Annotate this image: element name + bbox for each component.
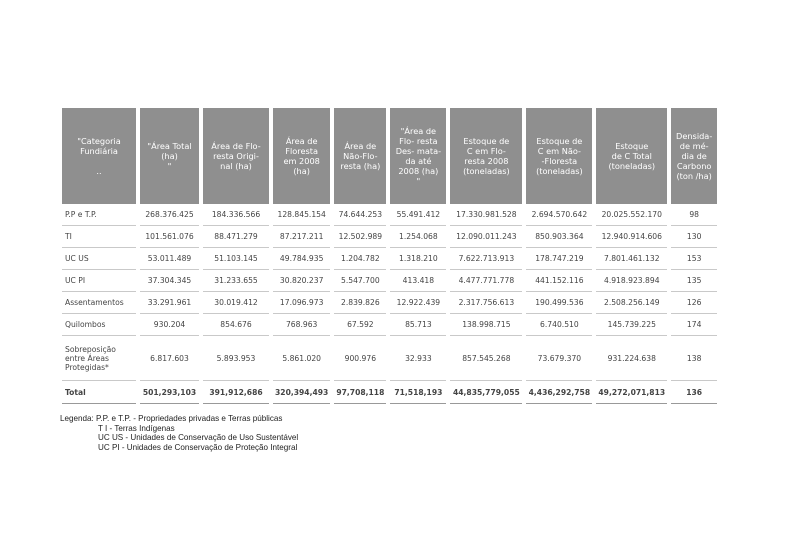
table-cell: 126 [671,292,717,314]
table-cell: 30.820.237 [273,270,330,292]
table-cell: 85.713 [390,314,446,336]
table-cell: 4.918.923.894 [596,270,667,292]
legend-line-1 [60,414,298,424]
table-cell: 12.090.011.243 [450,226,522,248]
table-cell: 2.317.756.613 [450,292,522,314]
table-cell: 900.976 [334,336,386,381]
table-cell: 74.644.253 [334,204,386,226]
legend-title: Legenda: [60,414,94,423]
table-row [62,226,717,248]
table-cell: 12.922.439 [390,292,446,314]
header-densidade: Densida- de mé- dia de Carbono (ton /ha) [671,108,717,204]
legend-item: T I - Terras Indígenas [98,423,175,433]
table-cell: 1.204.782 [334,248,386,270]
table-cell: 17.096.973 [273,292,330,314]
header-categoria: "Categoria Fundiária .. [62,108,136,204]
table-cell: 153 [671,248,717,270]
header-area-nao-floresta: Área de Não-Flo- resta (ha) [334,108,386,204]
table-cell: 32.933 [390,336,446,381]
table-cell: 7.801.461.132 [596,248,667,270]
table-cell: 178.747.219 [526,248,592,270]
table-cell: 2.508.256.149 [596,292,667,314]
header-estoque-nao-floresta: Estoque de C em Não- -Floresta (toneladas) [526,108,592,204]
table-cell: 850.903.364 [526,226,592,248]
header-area-floresta-2008: Área de Floresta em 2008 (ha) [273,108,330,204]
header-estoque-floresta: Estoque de C em Flo- resta 2008 (toneladas) [450,108,522,204]
table-cell: 2.694.570.642 [526,204,592,226]
table-cell: 55.491.412 [390,204,446,226]
table-cell: 857.545.268 [450,336,522,381]
total-cell: 136 [671,381,717,404]
table-row [62,248,717,270]
row-category-cell: Assentamentos [62,292,136,314]
table-cell: 190.499.536 [526,292,592,314]
legend-item: UC US - Unidades de Conservação de Uso Sustentável [98,433,299,443]
table-cell: 12.502.989 [334,226,386,248]
total-cell: 501,293,103 [140,381,199,404]
table-cell: 145.739.225 [596,314,667,336]
legend [60,414,298,452]
table-cell: 37.304.345 [140,270,199,292]
total-cell: 97,708,118 [334,381,386,404]
table-row [62,314,717,336]
row-category-cell: Sobreposição entre Áreas Protegidas* [62,336,136,381]
table-cell: 135 [671,270,717,292]
table-cell: 1.254.068 [390,226,446,248]
table-cell: 30.019.412 [203,292,269,314]
table-row [62,336,717,381]
header-area-floresta-original: Área de Flo- resta Origi- nal (ha) [203,108,269,204]
table-cell: 73.679.370 [526,336,592,381]
table-header-row [62,108,717,204]
table-cell: 5.893.953 [203,336,269,381]
table-cell: 12.940.914.606 [596,226,667,248]
table-cell: 128.845.154 [273,204,330,226]
table-cell: 87.217.211 [273,226,330,248]
table-cell: 20.025.552.170 [596,204,667,226]
table-cell: 7.622.713.913 [450,248,522,270]
carbon-stock-table [58,108,721,404]
table-cell: 441.152.116 [526,270,592,292]
table-cell: 53.011.489 [140,248,199,270]
table-cell: 1.318.210 [390,248,446,270]
table-cell: 4.477.771.778 [450,270,522,292]
table-cell: 17.330.981.528 [450,204,522,226]
total-row [62,381,717,404]
header-area-total: "Área Total (ha) " [140,108,199,204]
table-cell: 51.103.145 [203,248,269,270]
table-cell: 49.784.935 [273,248,330,270]
total-cell: 71,518,193 [390,381,446,404]
table-row [62,292,717,314]
row-category-cell: TI [62,226,136,248]
table-cell: 5.547.700 [334,270,386,292]
table-cell: 184.336.566 [203,204,269,226]
total-cell: 4,436,292,758 [526,381,592,404]
total-cell: 44,835,779,055 [450,381,522,404]
table-cell: 268.376.425 [140,204,199,226]
table-cell: 6.740.510 [526,314,592,336]
total-cell: 49,272,071,813 [596,381,667,404]
table-cell: 130 [671,226,717,248]
legend-item: P.P. e T.P. - Propriedades privadas e Terras públicas [96,414,283,423]
row-category-cell: P.P e T.P. [62,204,136,226]
row-category-cell: UC US [62,248,136,270]
table-cell: 2.839.826 [334,292,386,314]
table-cell: 931.224.638 [596,336,667,381]
table-row [62,204,717,226]
table-cell: 88.471.279 [203,226,269,248]
row-category-cell: Quilombos [62,314,136,336]
table-cell: 138 [671,336,717,381]
table-cell: 67.592 [334,314,386,336]
row-category-cell: UC PI [62,270,136,292]
legend-item: UC PI - Unidades de Conservação de Proteção Integral [98,442,298,452]
total-cell: 391,912,686 [203,381,269,404]
table-cell: 98 [671,204,717,226]
table-cell: 174 [671,314,717,336]
total-label-cell: Total [62,381,136,404]
table-cell: 33.291.961 [140,292,199,314]
header-estoque-total: Estoque de C Total (toneladas) [596,108,667,204]
table-cell: 101.561.076 [140,226,199,248]
table-cell: 5.861.020 [273,336,330,381]
table-cell: 854.676 [203,314,269,336]
table-cell: 413.418 [390,270,446,292]
table-cell: 138.998.715 [450,314,522,336]
total-cell: 320,394,493 [273,381,330,404]
table-cell: 6.817.603 [140,336,199,381]
header-area-desmatada: "Área de Flo- resta Des- mata- da até 2008 (ha) " [390,108,446,204]
table-cell: 930.204 [140,314,199,336]
table-cell: 768.963 [273,314,330,336]
table-cell: 31.233.655 [203,270,269,292]
table-row [62,270,717,292]
